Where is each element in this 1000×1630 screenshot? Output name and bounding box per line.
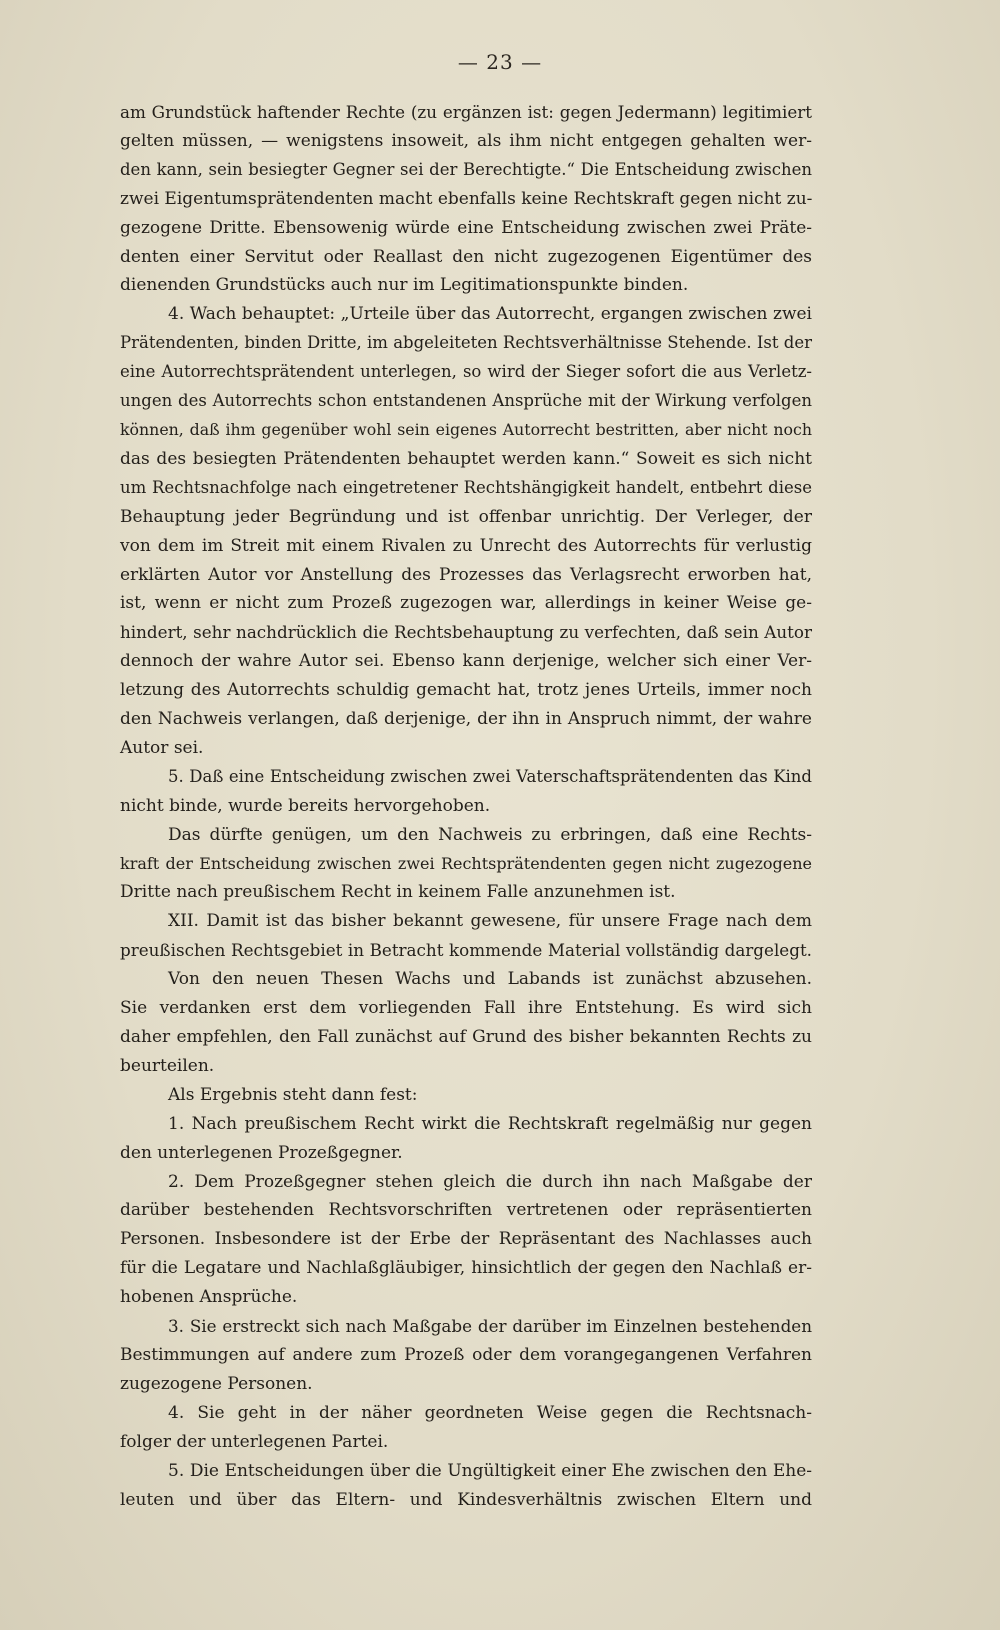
text-line: hindert, sehr nachdrücklich die Rechtsbehauptung zu verfechten, daß sein Autor xyxy=(120,622,812,643)
text-line: den kann, sein besiegter Gegner sei der Berechtigte.“ Die Entscheidung zwischen xyxy=(120,159,812,179)
text-line: Personen. Insbesondere ist der Erbe der Repräsentant des Nachlasses auch xyxy=(120,1229,812,1250)
text-line: Prätendenten, binden Dritte, im abgeleiteten Rechtsverhältnisse Stehende. Ist der xyxy=(120,333,812,353)
text-line: zugezogene Personen. xyxy=(120,1373,313,1394)
text-line: zwei Eigentumsprätendenten macht ebenfalls keine Rechtskraft gegen nicht zu- xyxy=(120,188,813,209)
page-number: — 23 — xyxy=(457,50,543,74)
text-line: Autor sei. xyxy=(120,737,204,758)
text-line: Sie verdanken erst dem vorliegenden Fall ihre Entstehung. Es wird sich xyxy=(120,998,812,1019)
text-line: gezogene Dritte. Ebensowenig würde eine Entscheidung zwischen zwei Präte- xyxy=(120,217,812,238)
text-line: kraft der Entscheidung zwischen zwei Rechtsprätendenten gegen nicht zugezogene xyxy=(120,853,812,873)
text-line: 3. Sie erstreckt sich nach Maßgabe der darüber im Einzelnen bestehenden xyxy=(168,1316,812,1337)
text-line: gelten müssen, — wenigstens insoweit, als ihm nicht entgegen gehalten wer- xyxy=(120,130,812,151)
text-line: XII. Damit ist das bisher bekannt gewesene, für unsere Frage nach dem xyxy=(168,911,812,932)
text-line: 5. Die Entscheidungen über die Ungültigkeit einer Ehe zwischen den Ehe- xyxy=(168,1460,812,1481)
text-line: ungen des Autorrechts schon entstandenen Ansprüche mit der Wirkung verfolgen xyxy=(120,391,812,411)
text-line: Behauptung jeder Begründung und ist offenbar unrichtig. Der Verleger, der xyxy=(120,506,812,527)
text-line: am Grundstück haftender Rechte (zu ergänzen ist: gegen Jedermann) legitimiert xyxy=(120,102,812,122)
text-line: dennoch der wahre Autor sei. Ebenso kann derjenige, welcher sich einer Ver- xyxy=(120,651,812,672)
text-line: hobenen Ansprüche. xyxy=(120,1287,298,1308)
text-line: 5. Daß eine Entscheidung zwischen zwei Vaterschaftsprätendenten das Kind xyxy=(168,766,812,786)
text-line: den Nachweis verlangen, daß derjenige, der ihn in Anspruch nimmt, der wahre xyxy=(120,709,812,730)
text-line: 4. Sie geht in der näher geordneten Weise gegen die Rechtsnach- xyxy=(168,1402,812,1423)
text-line: leuten und über das Eltern- und Kindesverhältnis zwischen Eltern und xyxy=(120,1489,812,1510)
text-line: 2. Dem Prozeßgegner stehen gleich die durch ihn nach Maßgabe der xyxy=(168,1171,812,1192)
text-line: 1. Nach preußischem Recht wirkt die Rechtskraft regelmäßig nur gegen xyxy=(168,1113,812,1134)
text-line: Von den neuen Thesen Wachs und Labands ist zunächst abzusehen. xyxy=(168,969,812,990)
text-line: erklärten Autor vor Anstellung des Prozesses das Verlagsrecht erworben hat, xyxy=(120,564,812,585)
text-line: können, daß ihm gegenüber wohl sein eigenes Autorrecht bestritten, aber nicht noch xyxy=(120,419,812,439)
text-line: darüber bestehenden Rechtsvorschriften vertretenen oder repräsentierten xyxy=(120,1200,812,1221)
text-line: um Rechtsnachfolge nach eingetretener Rechtshängigkeit handelt, entbehrt diese xyxy=(120,477,812,497)
text-line: beurteilen. xyxy=(120,1055,215,1076)
text-line: folger der unterlegenen Partei. xyxy=(120,1431,389,1452)
text-line: denten einer Servitut oder Reallast den nicht zugezogenen Eigentümer des xyxy=(120,246,812,267)
text-line: preußischen Rechtsgebiet in Betracht kommende Material vollständig dargelegt. xyxy=(120,940,812,961)
text-line: nicht binde, wurde bereits hervorgehoben. xyxy=(120,795,491,816)
text-line: dienenden Grundstücks auch nur im Legitimationspunkte binden. xyxy=(120,275,689,296)
text-line: daher empfehlen, den Fall zunächst auf Grund des bisher bekannten Rechts zu xyxy=(120,1027,812,1047)
text-line: Als Ergebnis steht dann fest: xyxy=(168,1084,418,1105)
text-line: von dem im Streit mit einem Rivalen zu Unrecht des Autorrechts für verlustig xyxy=(120,535,812,556)
text-line: 4. Wach behauptet: „Urteile über das Autorrecht, ergangen zwischen zwei xyxy=(168,304,812,325)
text-line: den unterlegenen Prozeßgegner. xyxy=(120,1142,403,1163)
text-line: Bestimmungen auf andere zum Prozeß oder dem vorangegangenen Verfahren xyxy=(120,1344,812,1365)
text-line: für die Legatare und Nachlaßgläubiger, hinsichtlich der gegen den Nachlaß er- xyxy=(120,1258,812,1279)
text-line: letzung des Autorrechts schuldig gemacht hat, trotz jenes Urteils, immer noch xyxy=(120,680,812,701)
text-line: Das dürfte genügen, um den Nachweis zu erbringen, daß eine Rechts- xyxy=(168,824,812,845)
text-line: eine Autorrechtsprätendent unterlegen, so wird der Sieger sofort die aus Verletz- xyxy=(120,362,812,382)
text-line: Dritte nach preußischem Recht in keinem Falle anzunehmen ist. xyxy=(120,882,676,903)
text-line: ist, wenn er nicht zum Prozeß zugezogen war, allerdings in keiner Weise ge- xyxy=(120,593,812,614)
body-text xyxy=(120,98,812,1514)
text-line: das des besiegten Prätendenten behauptet werden kann.“ Soweit es sich nicht xyxy=(120,448,812,469)
